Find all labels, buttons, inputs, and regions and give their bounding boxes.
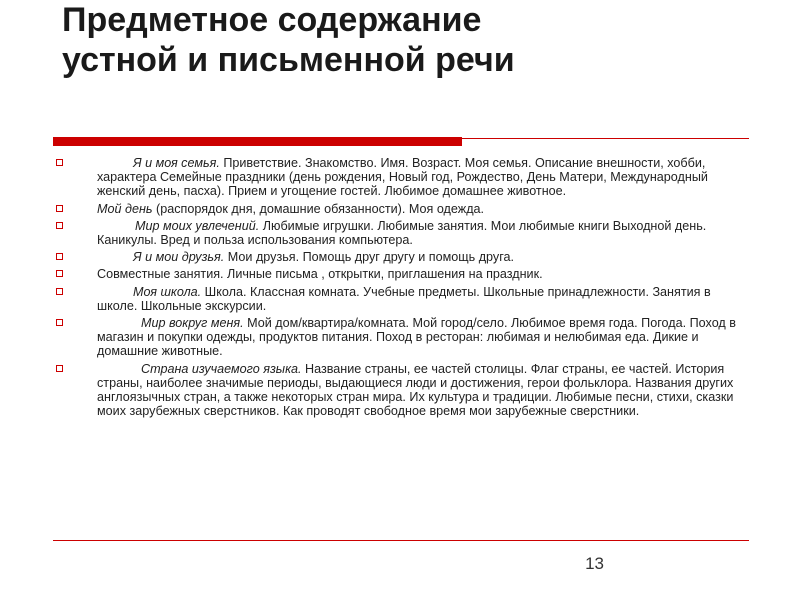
square-bullet-icon <box>56 319 63 326</box>
slide-title <box>62 0 762 80</box>
item-heading: Мой день <box>97 201 153 216</box>
item-text: Школа. Классная комната. Учебные предметы. Школьные принадлежности. Занятия в школе. Школьные экскурсии. <box>97 284 711 313</box>
slide-title-line-2: устной и письменной речи <box>62 41 515 79</box>
list-item <box>53 362 753 419</box>
topic-list <box>53 156 753 421</box>
list-item <box>53 219 753 247</box>
slide-title-line-1: Предметное содержание <box>62 1 482 39</box>
square-bullet-icon <box>56 270 63 277</box>
footer-divider <box>53 540 749 541</box>
item-text: Мой дом/квартира/комната. Мой город/село. Любимое время года. Погода. Поход в магазин и покупки одежды, продуктов питания. Поход в ресторан: любимая и нелюбимая еда. Дикие и домашние животные. <box>97 316 736 359</box>
item-heading: Я и моя семья. <box>133 156 220 170</box>
square-bullet-icon <box>56 222 63 229</box>
item-text: Название страны, ее частей столицы. Флаг страны, ее частей. История страны, наиболее значимые периоды, выдающиеся люди и достижения, герои фольклора. Названия других англоязычных стран, а также некоторых стран мира. Их культура и традиции. Любимые песни, стихи, сказки моих зарубежных сверстников. Как проводят свободное время мои зарубежные сверстники. <box>97 361 734 419</box>
item-text: Приветствие. Знакомство. Имя. Возраст. Моя семья. Описание внешности, хобби, характера Семейные праздники (день рождения, Новый год, Рождество, День Матери, Международный женский день, пасха). Прием и угощение гостей. Любимое домашнее животное. <box>97 156 708 199</box>
square-bullet-icon <box>56 159 63 166</box>
list-item <box>53 156 753 199</box>
list-item <box>53 316 753 359</box>
item-heading: Моя школа. <box>133 284 202 299</box>
item-heading: Мир моих увлечений. <box>135 218 260 233</box>
item-heading: Мир вокруг меня. <box>141 316 244 331</box>
title-divider-thin <box>462 138 749 139</box>
item-text: Совместные занятия. Личные письма , открытки, приглашения на праздник. <box>97 267 543 282</box>
square-bullet-icon <box>56 288 63 295</box>
item-text: Любимые игрушки. Любимые занятия. Мои любимые книги Выходной день. Каникулы. Вред и польза использования компьютера. <box>97 218 707 248</box>
page-number: 13 <box>585 554 604 573</box>
title-divider-thick <box>53 137 462 146</box>
square-bullet-icon <box>56 253 63 260</box>
item-text: Мои друзья. Помощь друг другу и помощь друга. <box>224 250 515 265</box>
square-bullet-icon <box>56 365 63 372</box>
list-item <box>53 250 753 264</box>
square-bullet-icon <box>56 205 63 212</box>
list-item <box>53 267 753 281</box>
item-heading: Я и мои друзья. <box>133 250 225 265</box>
list-item <box>53 285 753 313</box>
item-heading: Страна изучаемого языка. <box>141 361 302 376</box>
list-item <box>53 202 753 216</box>
item-text: (распорядок дня, домашние обязанности). Моя одежда. <box>152 201 485 216</box>
